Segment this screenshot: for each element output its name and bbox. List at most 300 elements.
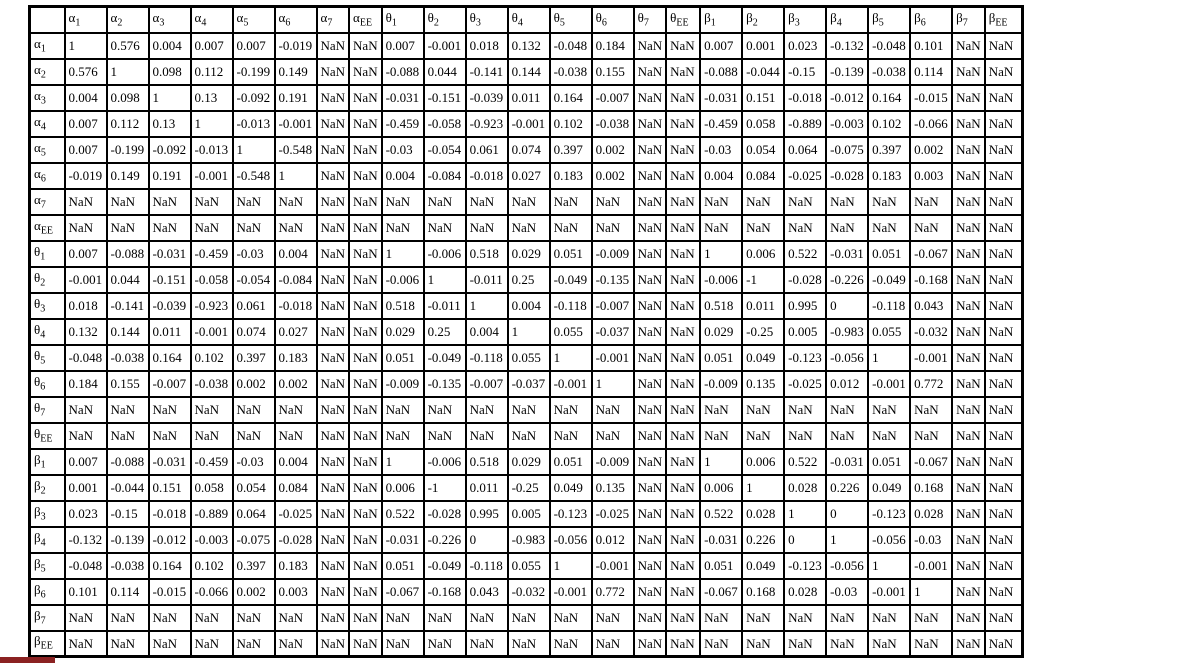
matrix-cell-11-15: NaN — [666, 319, 700, 345]
matrix-cell-16-12: 0.051 — [550, 449, 592, 475]
matrix-cell-0-3: 0.007 — [191, 33, 233, 59]
matrix-cell-10-6: NaN — [317, 293, 350, 319]
matrix-cell-6-18: NaN — [784, 189, 826, 215]
matrix-cell-14-13: NaN — [592, 397, 634, 423]
matrix-cell-10-16: 0.518 — [700, 293, 742, 319]
matrix-cell-11-10: 0.004 — [466, 319, 508, 345]
matrix-cell-22-20: NaN — [868, 605, 910, 631]
matrix-cell-16-20: 0.051 — [868, 449, 910, 475]
matrix-cell-6-23: NaN — [985, 189, 1023, 215]
matrix-cell-19-4: -0.075 — [233, 527, 275, 553]
matrix-cell-15-14: NaN — [634, 423, 667, 449]
matrix-cell-13-13: 1 — [592, 371, 634, 397]
matrix-cell-3-5: -0.001 — [275, 111, 317, 137]
matrix-cell-5-17: 0.084 — [742, 163, 784, 189]
matrix-cell-13-16: -0.009 — [700, 371, 742, 397]
matrix-cell-2-11: 0.011 — [508, 85, 550, 111]
greek-label: $\alpha_3$ — [152, 9, 165, 29]
greek-label: $\beta_2$ — [746, 9, 758, 29]
greek-label: $\beta_{EE}$ — [988, 9, 1008, 29]
row-header-9 — [30, 267, 65, 293]
matrix-cell-0-8: 0.007 — [382, 33, 424, 59]
matrix-cell-7-10: NaN — [466, 215, 508, 241]
matrix-cell-6-0: NaN — [65, 189, 107, 215]
matrix-cell-9-6: NaN — [317, 267, 350, 293]
matrix-cell-18-8: 0.522 — [382, 501, 424, 527]
matrix-cell-12-23: NaN — [985, 345, 1023, 371]
col-header-2 — [149, 7, 191, 33]
matrix-cell-15-22: NaN — [952, 423, 985, 449]
matrix-cell-2-9: -0.151 — [424, 85, 466, 111]
matrix-cell-17-14: NaN — [634, 475, 667, 501]
matrix-cell-21-5: 0.003 — [275, 579, 317, 605]
matrix-cell-0-18: 0.023 — [784, 33, 826, 59]
matrix-cell-6-6: NaN — [317, 189, 350, 215]
matrix-cell-12-14: NaN — [634, 345, 667, 371]
matrix-cell-16-6: NaN — [317, 449, 350, 475]
matrix-cell-23-23: NaN — [985, 631, 1023, 657]
table-row-9 — [30, 267, 1023, 293]
matrix-cell-9-21: -0.168 — [910, 267, 952, 293]
matrix-cell-10-11: 0.004 — [508, 293, 550, 319]
matrix-cell-20-11: 0.055 — [508, 553, 550, 579]
matrix-cell-16-9: -0.006 — [424, 449, 466, 475]
matrix-cell-6-1: NaN — [107, 189, 149, 215]
corner-cell — [30, 7, 65, 33]
matrix-cell-18-18: 1 — [784, 501, 826, 527]
row-header-8 — [30, 241, 65, 267]
table-row-1 — [30, 59, 1023, 85]
matrix-cell-2-19: -0.012 — [826, 85, 868, 111]
greek-label: $\theta_4$ — [511, 9, 523, 29]
matrix-cell-19-20: -0.056 — [868, 527, 910, 553]
row-header-1 — [30, 59, 65, 85]
matrix-cell-23-4: NaN — [233, 631, 275, 657]
matrix-cell-10-2: -0.039 — [149, 293, 191, 319]
greek-label: $\beta_7$ — [956, 9, 968, 29]
matrix-cell-3-20: 0.102 — [868, 111, 910, 137]
matrix-cell-18-23: NaN — [985, 501, 1023, 527]
matrix-cell-5-10: -0.018 — [466, 163, 508, 189]
matrix-cell-4-23: NaN — [985, 137, 1023, 163]
matrix-cell-7-0: NaN — [65, 215, 107, 241]
matrix-cell-17-19: 0.226 — [826, 475, 868, 501]
matrix-cell-21-22: NaN — [952, 579, 985, 605]
matrix-cell-12-8: 0.051 — [382, 345, 424, 371]
matrix-cell-9-4: -0.054 — [233, 267, 275, 293]
matrix-cell-0-10: 0.018 — [466, 33, 508, 59]
matrix-cell-23-3: NaN — [191, 631, 233, 657]
row-header-11 — [30, 319, 65, 345]
matrix-cell-2-2: 1 — [149, 85, 191, 111]
table-row-18 — [30, 501, 1023, 527]
greek-label: $\alpha_2$ — [110, 9, 123, 29]
matrix-cell-10-7: NaN — [349, 293, 382, 319]
matrix-cell-7-4: NaN — [233, 215, 275, 241]
matrix-cell-3-15: NaN — [666, 111, 700, 137]
col-header-6 — [317, 7, 350, 33]
matrix-cell-14-16: NaN — [700, 397, 742, 423]
matrix-cell-7-23: NaN — [985, 215, 1023, 241]
matrix-cell-17-6: NaN — [317, 475, 350, 501]
matrix-cell-2-15: NaN — [666, 85, 700, 111]
matrix-cell-18-22: NaN — [952, 501, 985, 527]
matrix-cell-10-0: 0.018 — [65, 293, 107, 319]
matrix-cell-14-9: NaN — [424, 397, 466, 423]
matrix-cell-4-17: 0.054 — [742, 137, 784, 163]
matrix-cell-20-1: -0.038 — [107, 553, 149, 579]
matrix-cell-8-16: 1 — [700, 241, 742, 267]
matrix-cell-9-5: -0.084 — [275, 267, 317, 293]
matrix-cell-10-13: -0.007 — [592, 293, 634, 319]
red-bar-fragment — [0, 657, 55, 663]
table-row-23 — [30, 631, 1023, 657]
matrix-cell-6-2: NaN — [149, 189, 191, 215]
matrix-cell-0-7: NaN — [349, 33, 382, 59]
matrix-cell-11-20: 0.055 — [868, 319, 910, 345]
greek-label: $\beta_6$ — [34, 581, 46, 601]
matrix-cell-3-12: 0.102 — [550, 111, 592, 137]
matrix-cell-23-6: NaN — [317, 631, 350, 657]
matrix-cell-17-18: 0.028 — [784, 475, 826, 501]
matrix-cell-9-1: 0.044 — [107, 267, 149, 293]
matrix-cell-22-3: NaN — [191, 605, 233, 631]
matrix-cell-21-1: 0.114 — [107, 579, 149, 605]
matrix-cell-14-6: NaN — [317, 397, 350, 423]
matrix-cell-13-14: NaN — [634, 371, 667, 397]
header-row — [30, 7, 1023, 33]
greek-label: $\theta_{EE}$ — [34, 425, 53, 445]
matrix-cell-2-6: NaN — [317, 85, 350, 111]
matrix-cell-20-23: NaN — [985, 553, 1023, 579]
greek-label: $\alpha_7$ — [34, 191, 46, 211]
matrix-cell-21-15: NaN — [666, 579, 700, 605]
matrix-cell-13-15: NaN — [666, 371, 700, 397]
matrix-cell-12-1: -0.038 — [107, 345, 149, 371]
matrix-cell-17-16: 0.006 — [700, 475, 742, 501]
matrix-cell-3-0: 0.007 — [65, 111, 107, 137]
matrix-cell-1-15: NaN — [666, 59, 700, 85]
matrix-cell-3-21: -0.066 — [910, 111, 952, 137]
row-header-10 — [30, 293, 65, 319]
table-row-16 — [30, 449, 1023, 475]
matrix-cell-2-20: 0.164 — [868, 85, 910, 111]
matrix-cell-22-6: NaN — [317, 605, 350, 631]
matrix-cell-20-18: -0.123 — [784, 553, 826, 579]
matrix-cell-12-17: 0.049 — [742, 345, 784, 371]
matrix-cell-3-3: 1 — [191, 111, 233, 137]
matrix-cell-3-13: -0.038 — [592, 111, 634, 137]
matrix-cell-7-6: NaN — [317, 215, 350, 241]
matrix-cell-19-10: 0 — [466, 527, 508, 553]
matrix-cell-22-4: NaN — [233, 605, 275, 631]
matrix-cell-18-21: 0.028 — [910, 501, 952, 527]
matrix-cell-19-9: -0.226 — [424, 527, 466, 553]
matrix-cell-0-16: 0.007 — [700, 33, 742, 59]
matrix-cell-15-8: NaN — [382, 423, 424, 449]
col-header-14 — [634, 7, 667, 33]
matrix-cell-21-11: -0.032 — [508, 579, 550, 605]
matrix-cell-0-6: NaN — [317, 33, 350, 59]
matrix-cell-15-19: NaN — [826, 423, 868, 449]
matrix-cell-8-22: NaN — [952, 241, 985, 267]
matrix-cell-11-6: NaN — [317, 319, 350, 345]
matrix-cell-0-17: 0.001 — [742, 33, 784, 59]
matrix-cell-6-17: NaN — [742, 189, 784, 215]
matrix-cell-23-17: NaN — [742, 631, 784, 657]
matrix-cell-20-17: 0.049 — [742, 553, 784, 579]
matrix-cell-8-8: 1 — [382, 241, 424, 267]
row-header-19 — [30, 527, 65, 553]
matrix-cell-23-9: NaN — [424, 631, 466, 657]
matrix-cell-5-0: -0.019 — [65, 163, 107, 189]
matrix-cell-20-10: -0.118 — [466, 553, 508, 579]
matrix-cell-18-17: 0.028 — [742, 501, 784, 527]
matrix-cell-16-2: -0.031 — [149, 449, 191, 475]
matrix-cell-4-7: NaN — [349, 137, 382, 163]
matrix-cell-12-2: 0.164 — [149, 345, 191, 371]
matrix-cell-17-10: 0.011 — [466, 475, 508, 501]
matrix-cell-8-23: NaN — [985, 241, 1023, 267]
row-header-4 — [30, 137, 65, 163]
matrix-cell-5-1: 0.149 — [107, 163, 149, 189]
matrix-cell-0-15: NaN — [666, 33, 700, 59]
row-header-16 — [30, 449, 65, 475]
matrix-cell-1-18: -0.15 — [784, 59, 826, 85]
matrix-cell-20-13: -0.001 — [592, 553, 634, 579]
matrix-cell-22-18: NaN — [784, 605, 826, 631]
matrix-cell-19-13: 0.012 — [592, 527, 634, 553]
matrix-cell-7-7: NaN — [349, 215, 382, 241]
matrix-cell-9-19: -0.226 — [826, 267, 868, 293]
matrix-cell-13-9: -0.135 — [424, 371, 466, 397]
matrix-cell-12-13: -0.001 — [592, 345, 634, 371]
matrix-cell-8-10: 0.518 — [466, 241, 508, 267]
matrix-cell-1-20: -0.038 — [868, 59, 910, 85]
table-row-13 — [30, 371, 1023, 397]
matrix-cell-0-2: 0.004 — [149, 33, 191, 59]
matrix-cell-10-9: -0.011 — [424, 293, 466, 319]
matrix-cell-13-1: 0.155 — [107, 371, 149, 397]
matrix-cell-17-0: 0.001 — [65, 475, 107, 501]
matrix-cell-16-14: NaN — [634, 449, 667, 475]
matrix-cell-14-3: NaN — [191, 397, 233, 423]
matrix-cell-19-5: -0.028 — [275, 527, 317, 553]
matrix-cell-14-11: NaN — [508, 397, 550, 423]
matrix-cell-8-4: -0.03 — [233, 241, 275, 267]
matrix-cell-9-12: -0.049 — [550, 267, 592, 293]
matrix-cell-15-15: NaN — [666, 423, 700, 449]
matrix-cell-19-18: 0 — [784, 527, 826, 553]
matrix-cell-18-15: NaN — [666, 501, 700, 527]
matrix-cell-4-20: 0.397 — [868, 137, 910, 163]
matrix-cell-3-9: -0.058 — [424, 111, 466, 137]
matrix-cell-6-12: NaN — [550, 189, 592, 215]
matrix-cell-10-15: NaN — [666, 293, 700, 319]
matrix-cell-15-7: NaN — [349, 423, 382, 449]
matrix-cell-18-11: 0.005 — [508, 501, 550, 527]
matrix-cell-20-14: NaN — [634, 553, 667, 579]
table-row-2 — [30, 85, 1023, 111]
correlation-matrix-table — [28, 5, 1024, 658]
matrix-cell-21-0: 0.101 — [65, 579, 107, 605]
matrix-cell-14-2: NaN — [149, 397, 191, 423]
col-header-23 — [985, 7, 1023, 33]
matrix-cell-0-5: -0.019 — [275, 33, 317, 59]
matrix-cell-9-22: NaN — [952, 267, 985, 293]
matrix-cell-10-4: 0.061 — [233, 293, 275, 319]
table-row-3 — [30, 111, 1023, 137]
matrix-cell-4-5: -0.548 — [275, 137, 317, 163]
matrix-cell-1-16: -0.088 — [700, 59, 742, 85]
matrix-cell-4-18: 0.064 — [784, 137, 826, 163]
matrix-cell-19-23: NaN — [985, 527, 1023, 553]
matrix-cell-18-6: NaN — [317, 501, 350, 527]
matrix-cell-5-7: NaN — [349, 163, 382, 189]
table-body — [30, 33, 1023, 657]
matrix-cell-11-18: 0.005 — [784, 319, 826, 345]
matrix-cell-4-9: -0.054 — [424, 137, 466, 163]
matrix-cell-3-8: -0.459 — [382, 111, 424, 137]
matrix-cell-4-13: 0.002 — [592, 137, 634, 163]
matrix-cell-23-8: NaN — [382, 631, 424, 657]
row-header-18 — [30, 501, 65, 527]
greek-label: $\alpha_2$ — [34, 61, 46, 81]
matrix-cell-19-11: -0.983 — [508, 527, 550, 553]
matrix-cell-18-16: 0.522 — [700, 501, 742, 527]
matrix-cell-4-12: 0.397 — [550, 137, 592, 163]
matrix-cell-23-5: NaN — [275, 631, 317, 657]
matrix-cell-18-19: 0 — [826, 501, 868, 527]
col-header-18 — [784, 7, 826, 33]
matrix-cell-7-11: NaN — [508, 215, 550, 241]
matrix-cell-19-16: -0.031 — [700, 527, 742, 553]
greek-label: $\theta_{EE}$ — [670, 9, 689, 29]
matrix-cell-20-20: 1 — [868, 553, 910, 579]
matrix-cell-2-8: -0.031 — [382, 85, 424, 111]
matrix-cell-5-15: NaN — [666, 163, 700, 189]
matrix-cell-19-21: -0.03 — [910, 527, 952, 553]
matrix-cell-21-21: 1 — [910, 579, 952, 605]
matrix-cell-13-5: 0.002 — [275, 371, 317, 397]
row-header-22 — [30, 605, 65, 631]
matrix-cell-0-13: 0.184 — [592, 33, 634, 59]
matrix-cell-11-23: NaN — [985, 319, 1023, 345]
matrix-cell-13-8: -0.009 — [382, 371, 424, 397]
matrix-cell-6-22: NaN — [952, 189, 985, 215]
col-header-15 — [666, 7, 700, 33]
matrix-cell-12-22: NaN — [952, 345, 985, 371]
matrix-cell-6-9: NaN — [424, 189, 466, 215]
matrix-cell-12-3: 0.102 — [191, 345, 233, 371]
matrix-cell-16-5: 0.004 — [275, 449, 317, 475]
matrix-cell-9-14: NaN — [634, 267, 667, 293]
table-row-22 — [30, 605, 1023, 631]
matrix-cell-3-14: NaN — [634, 111, 667, 137]
matrix-cell-10-8: 0.518 — [382, 293, 424, 319]
matrix-cell-7-5: NaN — [275, 215, 317, 241]
matrix-cell-20-4: 0.397 — [233, 553, 275, 579]
matrix-cell-6-13: NaN — [592, 189, 634, 215]
matrix-cell-20-8: 0.051 — [382, 553, 424, 579]
matrix-cell-14-0: NaN — [65, 397, 107, 423]
matrix-cell-4-16: -0.03 — [700, 137, 742, 163]
matrix-cell-19-6: NaN — [317, 527, 350, 553]
matrix-cell-1-7: NaN — [349, 59, 382, 85]
greek-label: $\beta_3$ — [788, 9, 800, 29]
row-header-0 — [30, 33, 65, 59]
matrix-cell-18-5: -0.025 — [275, 501, 317, 527]
greek-label: $\beta_5$ — [872, 9, 884, 29]
matrix-cell-20-5: 0.183 — [275, 553, 317, 579]
matrix-cell-1-8: -0.088 — [382, 59, 424, 85]
matrix-cell-22-11: NaN — [508, 605, 550, 631]
matrix-cell-20-19: -0.056 — [826, 553, 868, 579]
matrix-cell-20-6: NaN — [317, 553, 350, 579]
matrix-cell-8-3: -0.459 — [191, 241, 233, 267]
matrix-cell-7-14: NaN — [634, 215, 667, 241]
matrix-cell-16-3: -0.459 — [191, 449, 233, 475]
matrix-cell-19-17: 0.226 — [742, 527, 784, 553]
col-header-5 — [275, 7, 317, 33]
matrix-cell-7-16: NaN — [700, 215, 742, 241]
greek-label: $\beta_6$ — [914, 9, 926, 29]
matrix-cell-0-19: -0.132 — [826, 33, 868, 59]
matrix-cell-9-9: 1 — [424, 267, 466, 293]
greek-label: $\beta_3$ — [34, 503, 46, 523]
matrix-cell-16-7: NaN — [349, 449, 382, 475]
greek-label: $\theta_7$ — [637, 9, 649, 29]
matrix-cell-13-2: -0.007 — [149, 371, 191, 397]
matrix-cell-13-20: -0.001 — [868, 371, 910, 397]
matrix-cell-8-20: 0.051 — [868, 241, 910, 267]
table-row-4 — [30, 137, 1023, 163]
matrix-cell-10-1: -0.141 — [107, 293, 149, 319]
matrix-cell-21-19: -0.03 — [826, 579, 868, 605]
matrix-cell-3-7: NaN — [349, 111, 382, 137]
table-row-20 — [30, 553, 1023, 579]
matrix-cell-5-5: 1 — [275, 163, 317, 189]
matrix-cell-19-14: NaN — [634, 527, 667, 553]
matrix-cell-22-12: NaN — [550, 605, 592, 631]
matrix-cell-22-10: NaN — [466, 605, 508, 631]
matrix-cell-5-4: -0.548 — [233, 163, 275, 189]
matrix-cell-12-18: -0.123 — [784, 345, 826, 371]
matrix-cell-7-9: NaN — [424, 215, 466, 241]
matrix-cell-6-16: NaN — [700, 189, 742, 215]
matrix-cell-16-4: -0.03 — [233, 449, 275, 475]
matrix-cell-6-14: NaN — [634, 189, 667, 215]
matrix-cell-4-6: NaN — [317, 137, 350, 163]
matrix-cell-9-11: 0.25 — [508, 267, 550, 293]
matrix-cell-22-9: NaN — [424, 605, 466, 631]
matrix-cell-22-23: NaN — [985, 605, 1023, 631]
matrix-cell-16-16: 1 — [700, 449, 742, 475]
matrix-cell-15-17: NaN — [742, 423, 784, 449]
matrix-cell-17-20: 0.049 — [868, 475, 910, 501]
matrix-cell-7-20: NaN — [868, 215, 910, 241]
matrix-cell-14-1: NaN — [107, 397, 149, 423]
matrix-cell-11-13: -0.037 — [592, 319, 634, 345]
col-header-9 — [424, 7, 466, 33]
matrix-cell-11-11: 1 — [508, 319, 550, 345]
matrix-cell-9-10: -0.011 — [466, 267, 508, 293]
col-header-21 — [910, 7, 952, 33]
matrix-cell-5-18: -0.025 — [784, 163, 826, 189]
matrix-cell-14-22: NaN — [952, 397, 985, 423]
matrix-cell-15-9: NaN — [424, 423, 466, 449]
greek-label: $\beta_{EE}$ — [34, 633, 53, 653]
